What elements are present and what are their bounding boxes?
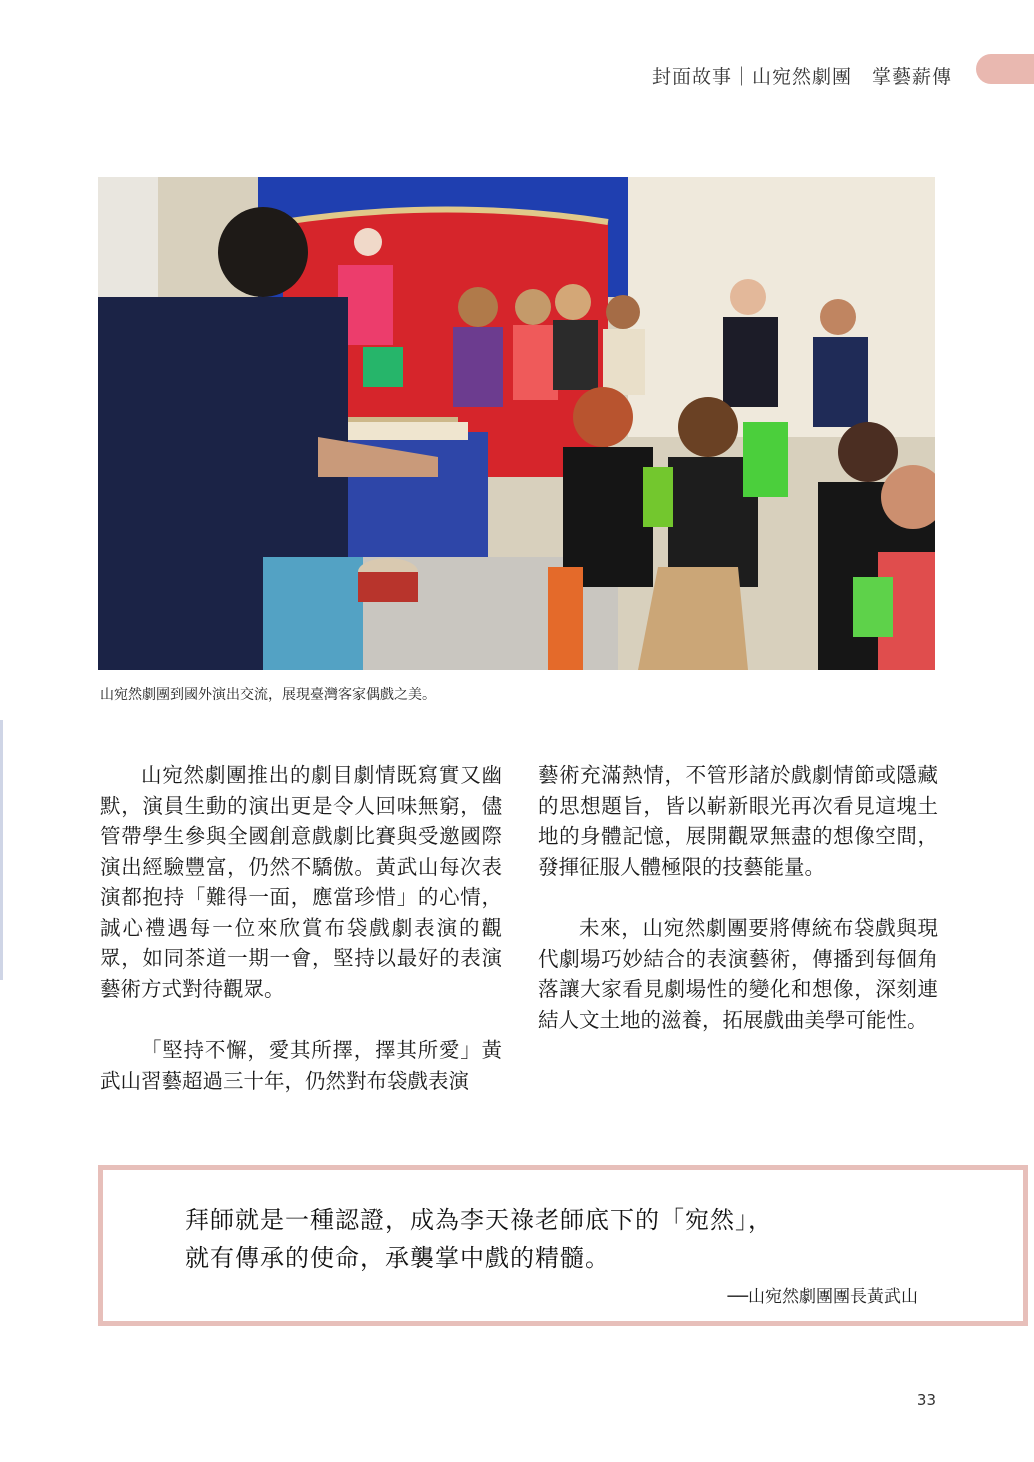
section-header: 封面故事｜山宛然劇團 掌藝薪傳	[651, 66, 952, 88]
pull-quote-line: 就有傳承的使命，承襲掌中戲的精髓。	[185, 1244, 610, 1272]
pull-quote-line: 拜師就是一種認證，成為李天祿老師底下的「宛然」，	[185, 1206, 773, 1234]
quote-attribution: ──山宛然劇團團長黃武山	[727, 1287, 918, 1307]
body-paragraph: 「堅持不懈，愛其所擇，擇其所愛」黃武山習藝超過三十年，仍然對布袋戲表演	[100, 1038, 502, 1093]
pull-quote-box	[98, 1165, 1028, 1326]
body-paragraph: 藝術充滿熱情，不管形諸於戲劇情節或隱藏的思想題旨，皆以嶄新眼光再次看見這塊土地的身體記憶，展開觀眾無盡的想像空間，發揮征服人體極限的技藝能量。	[538, 763, 938, 879]
body-column-left	[100, 760, 502, 1096]
header-tab-decoration	[976, 54, 1034, 84]
performance-photo	[98, 177, 935, 670]
photo-caption: 山宛然劇團到國外演出交流，展現臺灣客家偶戲之美。	[100, 687, 436, 703]
body-column-right	[538, 760, 938, 1035]
body-paragraph: 山宛然劇團推出的劇目劇情既寫實又幽默，演員生動的演出更是令人回味無窮，儘管帶學生參與全國創意戲劇比賽與受邀國際演出經驗豐富，仍然不驕傲。黃武山每次表演都抱持「難得一面，應當珍惜」的心情，誠心禮遇每一位來欣賞布袋戲劇表演的觀眾，如同茶道一期一會，堅持以最好的表演藝術方式對待觀眾。	[100, 763, 502, 1001]
page-number: 33	[916, 1391, 936, 1409]
body-paragraph: 未來，山宛然劇團要將傳統布袋戲與現代劇場巧妙結合的表演藝術，傳播到每個角落讓大家看見劇場性的變化和想像，深刻連結人文土地的滋養，拓展戲曲美學可能性。	[538, 916, 938, 1032]
page-edge-divider	[0, 720, 3, 980]
